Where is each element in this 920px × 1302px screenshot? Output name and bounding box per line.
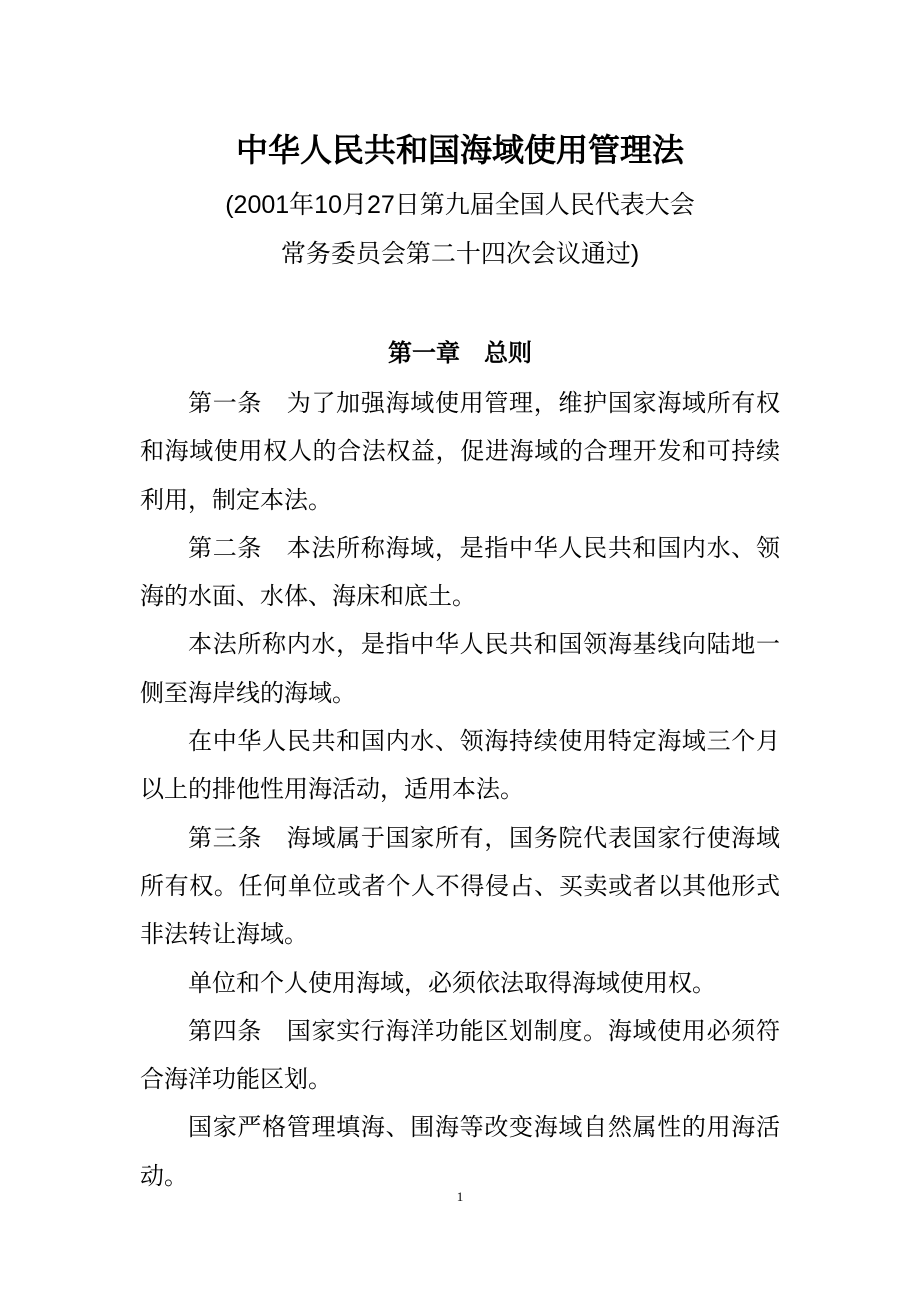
paragraph-article-1: 第一条 为了加强海域使用管理，维护国家海域所有权和海域使用权人的合法权益，促进海域的合理开发和可持续利用，制定本法。 [140,389,780,514]
document-title: 中华人民共和国海域使用管理法 [235,131,684,169]
paragraph-reclamation: 国家严格管理填海、围海等改变海域自然属性的用海活动。 [140,1113,780,1190]
paragraph-article-4: 第四条 国家实行海洋功能区划制度。海域使用必须符合海洋功能区划。 [140,1016,780,1094]
paragraph-inland-waters: 本法所称内水，是指中华人民共和国领海基线向陆地一侧至海岸线的海域。 [140,630,780,707]
body-text [140,379,780,1200]
document-subtitle-line1: (2001年10月27日第九届全国人民代表大会 [225,191,695,219]
paragraph-use-right: 单位和个人使用海域，必须依法取得海域使用权。 [188,968,716,997]
document-subtitle-line2: 常务委员会第二十四次会议通过) [280,240,640,268]
page-number: 1 [456,1189,464,1204]
chapter-heading: 第一章 总则 [388,339,532,367]
paragraph-article-3: 第三条 海域属于国家所有，国务院代表国家行使海域所有权。任何单位或者个人不得侵占、买卖或者以其他形式非法转让海域。 [140,823,780,949]
paragraph-article-2: 第二条 本法所称海域，是指中华人民共和国内水、领海的水面、水体、海床和底土。 [140,533,780,611]
paragraph-scope: 在中华人民共和国内水、领海持续使用特定海域三个月以上的排他性用海活动，适用本法。 [140,727,780,804]
